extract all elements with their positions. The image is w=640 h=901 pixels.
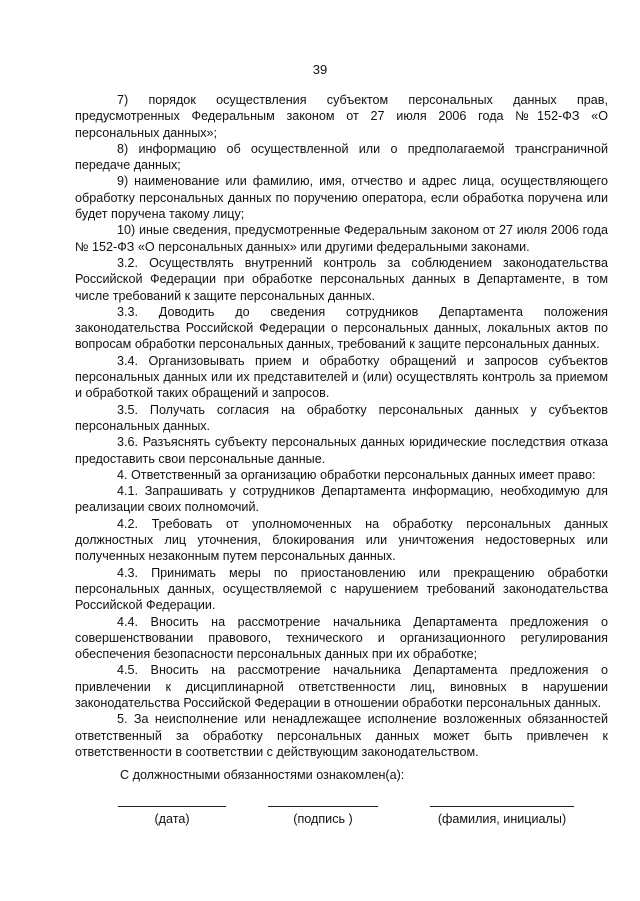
paragraph-4-4: 4.4. Вносить на рассмотрение начальника Департамента предложения о совершенствовании правового, технического и организационного регулирования обеспечения безопасности персональных данных при их обработке; — [75, 614, 608, 662]
paragraph-5: 5. За неисполнение или ненадлежащее исполнение возложенных обязанностей ответственный за обработку персональных данных может быть привлечен к ответственности в соответствии с действующим законодательством. — [75, 712, 608, 759]
page-number: 39 — [312, 62, 328, 77]
name-label: (фамилия, инициалы) — [437, 812, 567, 826]
paragraph-item-8: 8) информацию об осуществленной или о предполагаемой трансграничной передаче данных; — [75, 141, 608, 173]
acknowledgement-text: С должностными обязанностями ознакомлен(а): — [120, 768, 405, 782]
paragraph-3-5: 3.5. Получать согласия на обработку персональных данных у субъектов персональных данных. — [75, 402, 608, 433]
date-line — [118, 806, 226, 807]
paragraph-3-3: 3.3. Доводить до сведения сотрудников Департамента положения законодательства Российской Федерации о персональных данных, локальных актов по вопросам обработки персональных данных, требований к защите персональных данных. — [75, 304, 608, 352]
name-line — [430, 806, 574, 807]
paragraph-item-7: 7) порядок осуществления субъектом персональных данных прав, предусмотренных Федеральным законом от 27 июля 2006 года №152-ФЗ «О персональных данных»; — [75, 93, 608, 140]
paragraph-4: 4. Ответственный за организацию обработки персональных данных имеет право: — [117, 467, 596, 482]
paragraph-item-10: 10) иные сведения, предусмотренные Федеральным законом от 27 июля 2006 года № 152-ФЗ «О персональных данных» или другими федеральными законами. — [75, 223, 608, 254]
document-body — [75, 92, 608, 760]
paragraph-4-3: 4.3. Принимать меры по приостановлению или прекращению обработки персональных данных, осуществляемой с нарушением требований законодательства Российской Федерации. — [75, 565, 608, 613]
signature-line — [268, 806, 378, 807]
paragraph-4-1: 4.1. Запрашивать у сотрудников Департамента информацию, необходимую для реализации своих полномочий. — [75, 484, 608, 515]
paragraph-3-2: 3.2. Осуществлять внутренний контроль за соблюдением законодательства Российской Федерации при обработке персональных данных в Департаменте, в том числе требований к защите персональных данных. — [75, 255, 608, 303]
paragraph-3-4: 3.4. Организовывать прием и обработку обращений и запросов субъектов персональных данных или их представителей и (или) осуществлять контроль за приемом и обработкой таких обращений и запросов. — [75, 353, 608, 401]
paragraph-item-9: 9) наименование или фамилию, имя, отчество и адрес лица, осуществляющего обработку персональных данных по поручению оператора, если обработка поручена или будет поручена такому лицу; — [75, 174, 608, 222]
paragraph-4-5: 4.5. Вносить на рассмотрение начальника Департамента предложения о привлечении к дисциплинарной ответственности лиц, виновных в нарушении законодательства Российской Федерации в отношении обработки персональных данных. — [75, 663, 608, 710]
paragraph-3-6: 3.6. Разъяснять субъекту персональных данных юридические последствия отказа предоставить свои персональные данные. — [75, 435, 608, 466]
date-label: (дата) — [154, 812, 190, 826]
signature-label: (подпись ) — [293, 812, 353, 826]
paragraph-4-2: 4.2. Требовать от уполномоченных на обработку персональных данных должностных лиц уточнения, блокирования или уничтожения недостоверных или полученных незаконным путем персональных данных. — [75, 516, 608, 564]
